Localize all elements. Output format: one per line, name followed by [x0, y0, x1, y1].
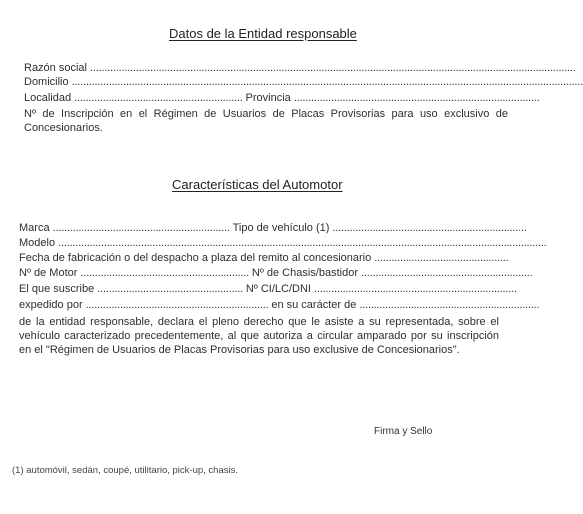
entidad-title: Datos de la Entidad responsable: [169, 26, 357, 41]
chasis-label: Nº de Chasis/bastidor: [251, 267, 358, 279]
documento-label: Nº CI/LC/DNI: [245, 283, 311, 295]
fill-dots: ...............................................: [374, 252, 509, 264]
automotor-title: Características del Automotor: [172, 177, 343, 192]
motor-field[interactable]: [19, 267, 533, 280]
fill-dots: ......................................................................................: [293, 92, 540, 104]
fill-dots: ....................................................................: [332, 222, 527, 234]
fill-dots: ...........................................................: [74, 92, 246, 104]
fill-dots: ............................................................: [361, 267, 533, 279]
fill-dots: ...........................................................................................................................................................................: [58, 237, 547, 249]
domicilio-field[interactable]: [24, 76, 583, 89]
fill-dots: .......................................................................: [314, 283, 517, 295]
motor-label: Nº de Motor: [19, 267, 78, 279]
fecha-fabricacion-label: Fecha de fabricación o del despacho a plaza del remito al concesionario: [19, 252, 372, 264]
razon-social-field[interactable]: [24, 62, 576, 75]
fill-dots: ................................................................: [85, 299, 272, 311]
marca-label: Marca: [19, 222, 50, 234]
fill-dots: ...................................................: [97, 283, 246, 295]
firma-sello-label: Firma y Sello: [374, 426, 433, 437]
inscripcion-text: Nº de Inscripción en el Régimen de Usuarios de Placas Provisorias para uso exclusivo de Concesionarios.: [24, 108, 508, 134]
footnote: (1) automóvil, sedán, coupé, utilitario, pick-up, chasis.: [12, 465, 238, 476]
fecha-fabricacion-field[interactable]: [19, 252, 509, 265]
domicilio-label: Domicilio: [24, 76, 69, 88]
marca-field[interactable]: [19, 222, 527, 235]
modelo-field[interactable]: [19, 237, 547, 250]
expedido-label: expedido por: [19, 299, 83, 311]
declaracion-text: de la entidad responsable, declara el pleno derecho que le asiste a su representada, sobre el vehículo caracterizado precedentemente, al que autoriza a circular amparado por su inscripción en el "Régimen de Usuarios de Placas Provisorias para uso exclusive de Concesionarios".: [19, 316, 499, 356]
provincia-label: Provincia: [245, 92, 291, 104]
suscribe-label: El que suscribe: [19, 283, 95, 295]
suscribe-field[interactable]: [19, 283, 517, 296]
fill-dots: ..............................................................: [52, 222, 233, 234]
razon-social-label: Razón social: [24, 62, 87, 74]
localidad-field[interactable]: [24, 92, 540, 105]
localidad-label: Localidad: [24, 92, 72, 104]
fill-dots: ..........................................................................................................................................................................: [90, 62, 576, 74]
modelo-label: Modelo: [19, 237, 56, 249]
caracter-label: en su carácter de: [271, 299, 357, 311]
fill-dots: ...............................................................: [359, 299, 540, 311]
fill-dots: ...................................................................................................................................................................................: [71, 76, 583, 88]
expedido-field[interactable]: [19, 299, 540, 312]
fill-dots: ...........................................................: [80, 267, 252, 279]
tipo-vehiculo-label: Tipo de vehículo (1): [232, 222, 330, 234]
